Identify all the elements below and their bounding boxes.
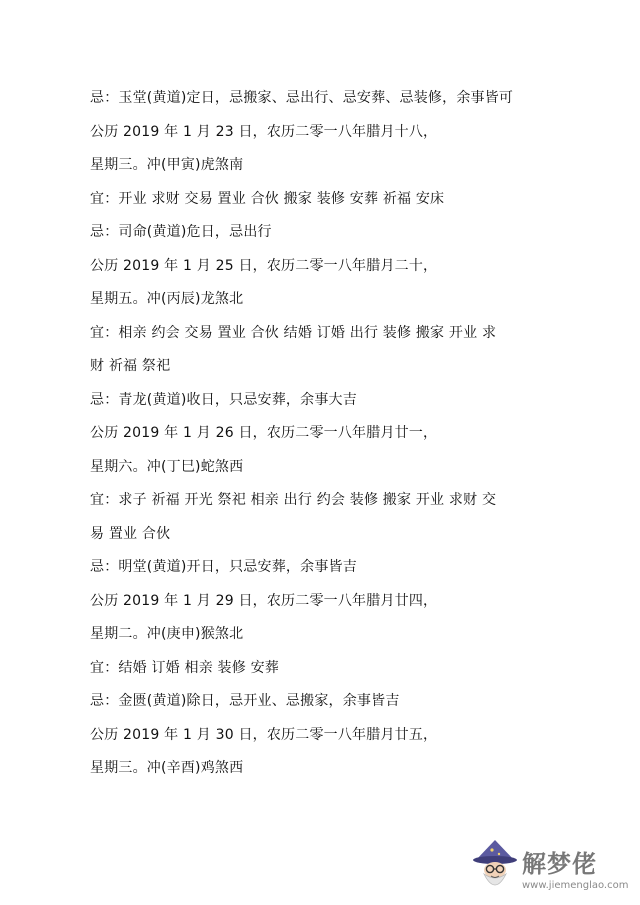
text-line: 星期三。冲(辛酉)鸡煞西 — [90, 760, 244, 776]
text-line: 星期五。冲(丙辰)龙煞北 — [90, 291, 244, 307]
text-line: 财 祈福 祭祀 — [90, 358, 171, 374]
document-body — [90, 82, 560, 786]
text-line: 公历 2019 年 1 月 25 日，农历二零一八年腊月二十， — [90, 257, 438, 274]
watermark-url: www.jiemenglao.com — [522, 880, 629, 891]
text-line: 星期二。冲(庚申)猴煞北 — [90, 626, 244, 642]
text-line: 星期三。冲(甲寅)虎煞南 — [90, 157, 244, 173]
text-line: 忌：司命(黄道)危日，忌出行 — [90, 224, 272, 240]
text-line: 星期六。冲(丁巳)蛇煞西 — [90, 458, 244, 475]
wizard-mascot-icon — [470, 838, 520, 896]
text-line: 忌：青龙(黄道)收日，只忌安葬，余事大吉 — [90, 391, 357, 408]
text-line: 宜：结婚 订婚 相亲 装修 安葬 — [90, 659, 279, 676]
text-line: 忌：明堂(黄道)开日，只忌安葬，余事皆吉 — [90, 559, 357, 575]
text-line: 宜：求子 祈福 开光 祭祀 相亲 出行 约会 装修 搬家 开业 求财 交 — [90, 492, 497, 508]
site-watermark — [470, 838, 640, 898]
text-line: 宜：开业 求财 交易 置业 合伙 搬家 装修 安葬 祈福 安床 — [90, 190, 445, 207]
text-line: 忌：玉堂(黄道)定日，忌搬家、忌出行、忌安葬、忌装修，余事皆可 — [90, 90, 514, 106]
text-line: 公历 2019 年 1 月 30 日，农历二零一八年腊月廿五， — [90, 726, 438, 743]
text-line: 公历 2019 年 1 月 23 日，农历二零一八年腊月十八， — [90, 123, 438, 140]
text-line: 宜：相亲 约会 交易 置业 合伙 结婚 订婚 出行 装修 搬家 开业 求 — [90, 324, 497, 341]
text-line: 忌：金匮(黄道)除日，忌开业、忌搬家，余事皆吉 — [90, 693, 400, 709]
text-line: 公历 2019 年 1 月 26 日，农历二零一八年腊月廿一， — [90, 425, 438, 441]
watermark-title: 解梦佬 — [522, 850, 597, 878]
text-line: 易 置业 合伙 — [90, 525, 171, 542]
text-line: 公历 2019 年 1 月 29 日，农历二零一八年腊月廿四， — [90, 592, 438, 609]
